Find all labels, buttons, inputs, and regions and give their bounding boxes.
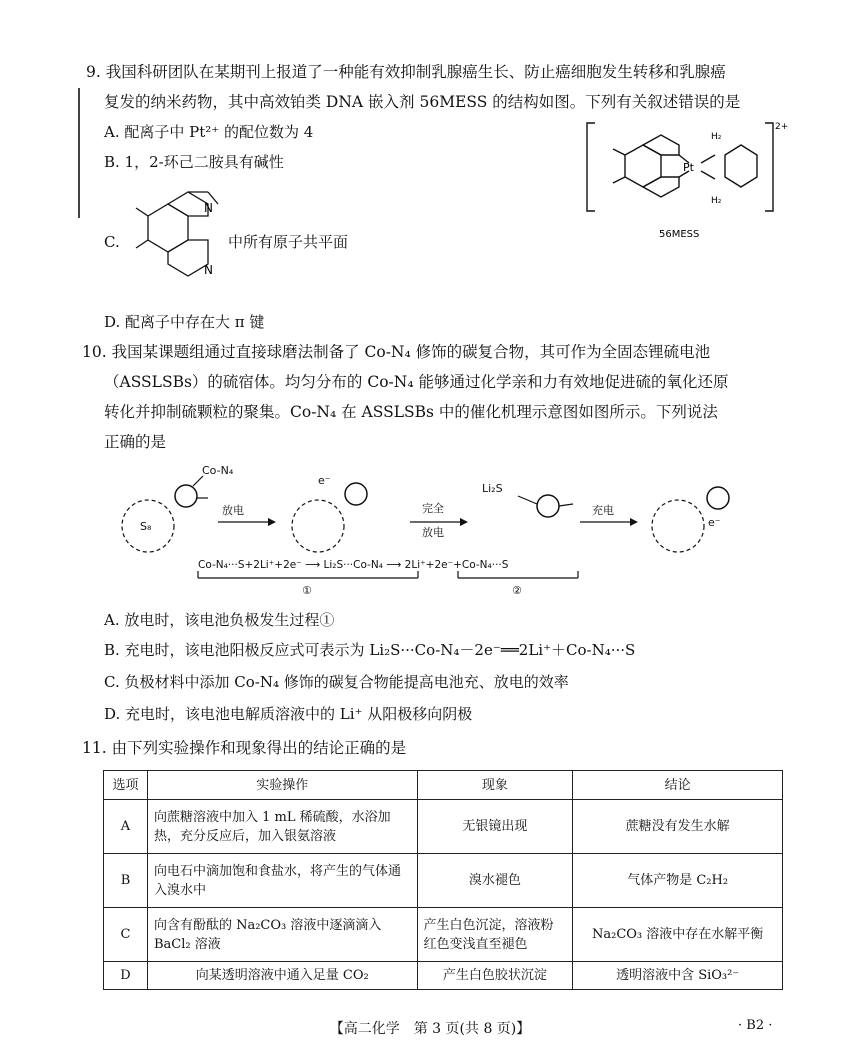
row-operation: 向蔗糖溶液中加入 1 mL 稀硫酸，水浴加热，充分反应后，加入银氨溶液: [147, 800, 417, 854]
arrow-discharge2-label: 放电: [422, 526, 444, 539]
56mess-label: 56MESS: [659, 229, 700, 240]
q10-stem-line4: 正确的是: [104, 433, 167, 451]
q9-stem-line2: 复发的纳米药物，其中高效铂类 DNA 嵌入剂 56MESS 的结构如图。下列有关叙述错误的是: [104, 93, 741, 111]
row-phenomenon: 无银镜出现: [417, 800, 573, 854]
header-option: 选项: [104, 771, 148, 800]
atom-n-top: N: [204, 201, 213, 215]
table-row: [104, 962, 783, 990]
table-row: [104, 854, 783, 908]
q10-option-c: C. 负极材料中添加 Co-N₄ 修饰的碳复合物能提高电池充、放电的效率: [104, 673, 569, 691]
row-option: C: [104, 908, 148, 962]
atom-n-bottom: N: [204, 263, 213, 277]
process-mark-2: ②: [512, 584, 522, 597]
q10-stem-line3: 转化并抑制硫颗粒的聚集。Co-N₄ 在 ASSLSBs 中的催化机理示意图如图所示。下列说法: [104, 403, 718, 421]
s8-label: S₈: [140, 520, 152, 533]
table-header-row: [104, 771, 783, 800]
row-conclusion: Na₂CO₃ 溶液中存在水解平衡: [573, 908, 783, 962]
q10-stem-line2: （ASSLSBs）的硫宿体。均匀分布的 Co-N₄ 能够通过化学亲和力有效地促进硫的氧化还原: [104, 373, 729, 391]
row-option: D: [104, 962, 148, 990]
catalysis-mechanism-diagram: [118, 456, 758, 606]
atom-pt: Pt: [683, 161, 694, 174]
margin-bar: [78, 88, 80, 218]
q10-option-b: B. 充电时，该电池阳极反应式可表示为 Li₂S···Co-N₄－2e⁻══2Li⁺＋Co-N₄···S: [104, 641, 636, 659]
row-conclusion: 蔗糖没有发生水解: [573, 800, 783, 854]
arrow-charge-label: 充电: [592, 504, 614, 517]
row-operation: 向某透明溶液中通入足量 CO₂: [147, 962, 417, 990]
q9-stem-line1: 9. 我国科研团队在某期刊上报道了一种能有效抑制乳腺癌生长、防止癌细胞发生转移和乳腺癌: [86, 63, 726, 81]
page-code: · B2 ·: [738, 1018, 773, 1033]
row-phenomenon: 产生白色沉淀，溶液粉红色变浅直至褪色: [417, 908, 573, 962]
arrow-discharge-label: 放电: [222, 504, 244, 517]
56mess-structure: [585, 115, 800, 245]
q10-stem-line1: 10. 我国某课题组通过直接球磨法制备了 Co-N₄ 修饰的碳复合物，其可作为全固态锂硫电池: [82, 343, 711, 361]
row-phenomenon: 产生白色胶状沉淀: [417, 962, 573, 990]
q9-option-c-suffix: 中所有原子共平面: [228, 233, 349, 251]
row-option: B: [104, 854, 148, 908]
row-operation: 向含有酚酞的 Na₂CO₃ 溶液中逐滴滴入 BaCl₂ 溶液: [147, 908, 417, 962]
header-operation: 实验操作: [147, 771, 417, 800]
experiment-table: [103, 770, 783, 990]
charge-label: 2+: [775, 122, 789, 132]
q9-option-b: B. 1，2-环己二胺具有碱性: [104, 153, 284, 171]
header-conclusion: 结论: [573, 771, 783, 800]
reaction-equation: Co-N₄···S+2Li⁺+2e⁻ ⟶ Li₂S···Co-N₄ ⟶ 2Li⁺+2e⁻+Co-N₄···S: [198, 559, 509, 571]
q9-option-a: A. 配离子中 Pt²⁺ 的配位数为 4: [104, 123, 314, 141]
li2s-label: Li₂S: [482, 482, 503, 495]
phenanthroline-structure: [118, 176, 228, 304]
con4-label: Co-N₄: [202, 464, 234, 477]
process-mark-1: ①: [302, 584, 312, 597]
electron-label-1: e⁻: [318, 474, 331, 487]
q11-stem: 11. 由下列实验操作和现象得出的结论正确的是: [82, 739, 407, 757]
header-phenomenon: 现象: [417, 771, 573, 800]
row-operation: 向电石中滴加饱和食盐水，将产生的气体通入溴水中: [147, 854, 417, 908]
table-row: [104, 908, 783, 962]
row-conclusion: 气体产物是 C₂H₂: [573, 854, 783, 908]
page-footer: 【高二化学 第 3 页(共 8 页)】: [329, 1021, 531, 1037]
row-option: A: [104, 800, 148, 854]
atom-h2-bottom: H₂: [711, 196, 722, 206]
electron-label-2: e⁻: [708, 516, 721, 529]
q10-option-a: A. 放电时，该电池负极发生过程①: [104, 611, 335, 629]
row-phenomenon: 溴水褪色: [417, 854, 573, 908]
q9-option-c-prefix: C.: [104, 233, 120, 251]
atom-h2-top: H₂: [711, 132, 722, 142]
q10-option-d: D. 充电时，该电池电解质溶液中的 Li⁺ 从阳极移向阴极: [104, 705, 473, 723]
table-row: [104, 800, 783, 854]
q9-option-d: D. 配离子中存在大 π 键: [104, 313, 265, 331]
arrow-complete-label: 完全: [422, 502, 444, 515]
row-conclusion: 透明溶液中含 SiO₃²⁻: [573, 962, 783, 990]
